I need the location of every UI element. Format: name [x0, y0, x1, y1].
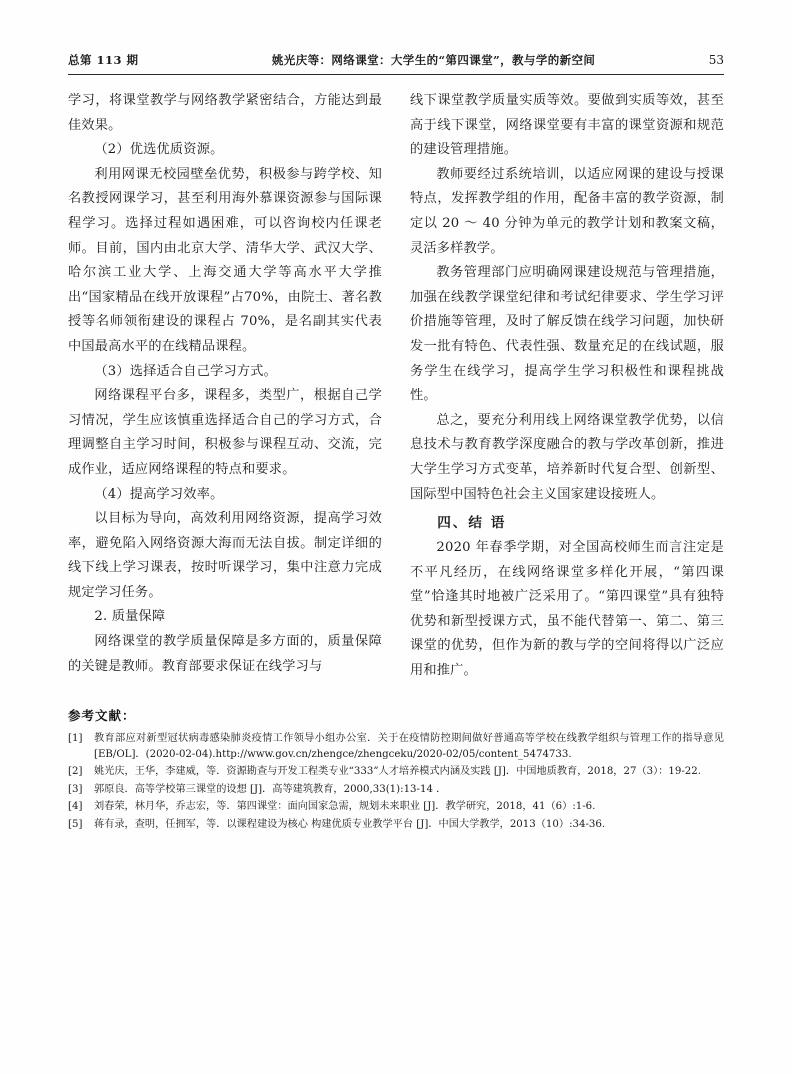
- reference-text: 刘春荣，林月华，乔志宏，等．第四课堂：面向国家急需，规划未来职业 [J]．教学研究，2018，41（6）:1-6.: [94, 801, 596, 813]
- running-head: [68, 52, 724, 75]
- paragraph: 以目标为导向，高效利用网络资源，提高学习效率，避免陷入网络资源大海而无法自拔。制定详细的线下线上学习课表，按时听课学习，集中注意力完成规定学习任务。: [68, 511, 382, 600]
- subsection-heading: 2. 质量保障: [94, 609, 166, 625]
- reference-number: [5]: [68, 818, 83, 830]
- reference-item: [68, 764, 724, 780]
- section-heading-conclusion: 四、结 语: [437, 515, 507, 532]
- paragraph: 学习，将课堂教学与网络教学紧密结合，方能达到最佳效果。: [68, 93, 382, 133]
- reference-number: [1]: [68, 732, 83, 744]
- reference-number: [3]: [68, 783, 83, 795]
- page-number: 53: [708, 53, 724, 67]
- reference-text: 郭原良．高等学校第三课堂的设想 [J]．高等建筑教育，2000,33(1):13-14 ．: [94, 783, 447, 795]
- reference-item: [68, 731, 724, 764]
- references-section: [68, 706, 724, 833]
- reference-text: 姚光庆，王华，李建威，等．资源勘查与开发工程类专业“333”人才培养模式内涵及实践 [J]．中国地质教育，2018，27（3）：19-22.: [94, 766, 702, 778]
- reference-item: [68, 782, 724, 798]
- paragraph: 利用网课无校园壁垒优势，积极参与跨学校、知名教授网课学习，甚至利用海外慕课资源参与国际课程学习。选择过程如遇困难，可以咨询校内任课老师。目前，国内由北京大学、清华大学、武汉大学、哈尔滨工业大学、上海交通大学等高水平大学推出“国家精品在线开放课程”占70%，由院士、著名教授等名师领衔建设的课程占 70%，是名副其实代表中国最高水平的在线精品课程。: [68, 166, 382, 354]
- two-column-body: [68, 89, 724, 684]
- paragraph: 线下课堂教学质量实质等效。要做到实质等效，甚至高于线下课堂，网络课堂要有丰富的课堂资源和规范的建设管理措施。: [410, 93, 724, 158]
- left-column: [68, 89, 382, 684]
- reference-number: [2]: [68, 766, 83, 778]
- right-column: [410, 89, 724, 684]
- reference-item: [68, 817, 724, 833]
- paragraph: （3）选择适合自己学习方式。: [94, 363, 278, 379]
- page-content: [68, 52, 724, 834]
- paragraph: 网络课堂的教学质量保障是多方面的，质量保障的关键是教师。教育部要求保证在线学习与: [68, 634, 382, 674]
- paragraph: （4）提高学习效率。: [94, 486, 224, 502]
- paragraph: （2）优选优质资源。: [94, 142, 224, 158]
- paragraph: 教务管理部门应明确网课建设规范与管理措施，加强在线教学课堂纪律和考试纪律要求、学生学习评价措施等管理，及时了解反馈在线学习问题，加快研发一批有特色、代表性强、数量充足的在线试题，服务学生在线学习，提高学生学习积极性和课程挑战性。: [410, 265, 724, 404]
- paragraph: 2020 年春季学期，对全国高校师生而言注定是不平凡经历，在线网络课堂多样化开展，“第四课堂”恰逢其时地被广泛采用了。“第四课堂”具有独特优势和新型授课方式，虽不能代替第一、第二、第三课堂的优势，但作为新的教与学的空间将得以广泛应用和推广。: [410, 540, 724, 679]
- references-title: 参考文献：: [68, 707, 136, 723]
- reference-number: [4]: [68, 801, 83, 813]
- running-head-issue: 总第 113 期: [68, 53, 139, 67]
- reference-text: 蒋有录，查明，任拥军，等．以课程建设为核心 构建优质专业教学平台 [J]．中国大学教学，2013（10）:34-36.: [94, 818, 606, 830]
- paragraph: 教师要经过系统培训，以适应网课的建设与授课特点，发挥教学组的作用，配备丰富的教学资源，制定以 20 ～ 40 分钟为单元的教学计划和教案文稿，灵活多样教学。: [410, 166, 724, 256]
- running-head-title: 姚光庆等：网络课堂：大学生的“第四课堂”，教与学的新空间: [271, 53, 596, 67]
- paragraph: 总之，要充分利用线上网络课堂教学优势，以信息技术与教育教学深度融合的教与学改革创新，推进大学生学习方式变革，培养新时代复合型、创新型、国际型中国特色社会主义国家建设接班人。: [410, 412, 724, 502]
- paragraph: 网络课程平台多，课程多，类型广，根据自己学习情况，学生应该慎重选择适合自己的学习方式，合理调整自主学习时间，积极参与课程互动、交流，完成作业，适应网络课程的特点和要求。: [68, 388, 382, 477]
- reference-item: [68, 799, 724, 815]
- reference-text: 教育部应对新型冠状病毒感染肺炎疫情工作领导小组办公室．关于在疫情防控期间做好普通高等学校在线教学组织与管理工作的指导意见 [EB/OL]．(2020-02-04).http://www.gov.cn/zhengce/zhengceku/2020-02/05/content_5474733.: [94, 732, 724, 761]
